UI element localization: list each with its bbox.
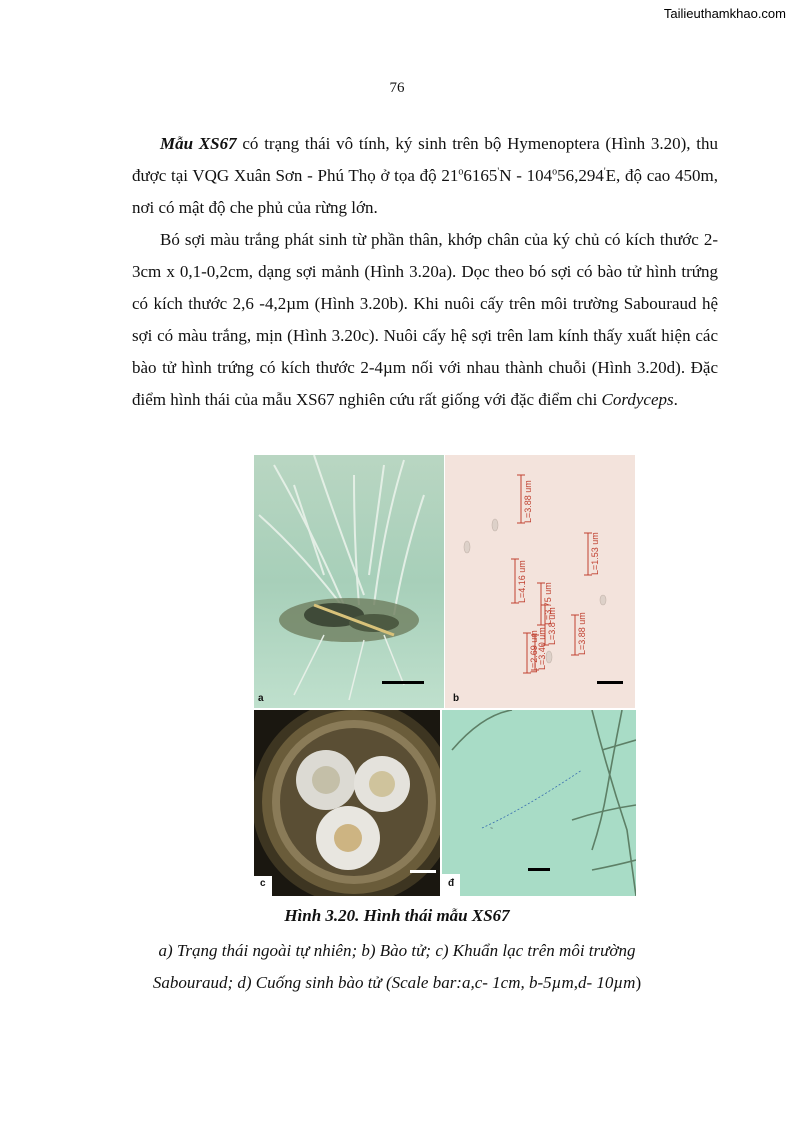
measurement-label: L=3.8 um: [547, 607, 557, 645]
text-segment: Bó sợi màu trắng phát sinh từ phần thân, khớp chân của ký chủ có kích thước 2-3cm x 0,1-0,2cm, dạng sợi mảnh (Hình 3.20a). Dọc theo bó sợi có bào tử hình trứng có kích thước 2,6 -4,2µm (Hình 3.20b). Khi nuôi cấy trên môi trường Sabouraud hệ sợi có màu trắng, mịn (Hình 3.20c). Nuôi cấy hệ sợi trên lam kính thấy xuất hiện các bào tử hình trứng có kích thước 2-4µm nối với nhau thành chuỗi (Hình 3.20d). Đặc điểm hình thái của mẫu XS67 nghiên cứu rất giống với đặc điểm chi: [132, 230, 718, 409]
measurement-label: L=3.75 um: [543, 582, 553, 625]
page-number: 76: [389, 80, 405, 96]
panel-a-image: [254, 455, 444, 708]
figure-caption-title: Hình 3.20. Hình thái mẫu XS67: [284, 906, 510, 925]
panel-label-a: a: [258, 693, 264, 704]
watermark: Tailieuthamkhao.com: [663, 6, 786, 21]
caption-segment: ): [635, 973, 642, 992]
measurement-label: L=3.88 um: [577, 612, 587, 655]
measurement-label: L=2.69 um: [529, 630, 539, 673]
svg-text:~: ~: [490, 826, 493, 832]
sample-name: Mẫu XS67: [160, 134, 237, 153]
panel-label-d: đ: [448, 878, 455, 889]
caption-segment: Scale bar:a,c- 1cm, b-5µm,d- 10µm: [391, 973, 636, 992]
text-segment: 6165: [463, 166, 498, 185]
measurement-label: L=4.16 um: [517, 560, 527, 603]
text-segment: N - 104: [499, 166, 553, 185]
superscript: o: [458, 166, 464, 178]
text-segment: .: [673, 390, 678, 409]
text-segment: E, độ cao 450m, nơi có mật độ che phủ của rừng lớn.: [132, 166, 718, 217]
panel-b-image: [445, 455, 635, 708]
measurement-label: L=1.53 um: [590, 532, 600, 575]
body-text: [132, 128, 718, 416]
measurement-label: L=3.40 um: [537, 627, 547, 670]
text-segment: 56,294: [557, 166, 604, 185]
panel-c-image: [254, 710, 440, 896]
panel-label-c: c: [260, 878, 266, 889]
genus-name: Cordyceps: [601, 390, 674, 409]
panel-label-b: b: [453, 693, 460, 704]
text-segment: có trạng thái vô tính, ký sinh trên bộ Hymenoptera (Hình 3.20), thu được tại VQG Xuân Sơn - Phú Thọ ở tọa độ 21: [132, 134, 718, 185]
caption-segment: Sabouraud; d) Cuống sinh bào tử (: [152, 973, 392, 992]
paragraph-1: [132, 128, 718, 224]
figure-caption-line-2: [0, 973, 794, 993]
superscript: ': [497, 166, 500, 178]
figure-caption-line-1: a) Trạng thái ngoài tự nhiên; b) Bào tử; c) Khuẩn lạc trên môi trường: [158, 941, 636, 960]
measurement-label: L=3.88 um: [523, 480, 533, 523]
superscript: ': [603, 166, 606, 178]
superscript: o: [552, 166, 558, 178]
paragraph-2: [132, 224, 718, 416]
panel-d-image: [442, 710, 636, 896]
